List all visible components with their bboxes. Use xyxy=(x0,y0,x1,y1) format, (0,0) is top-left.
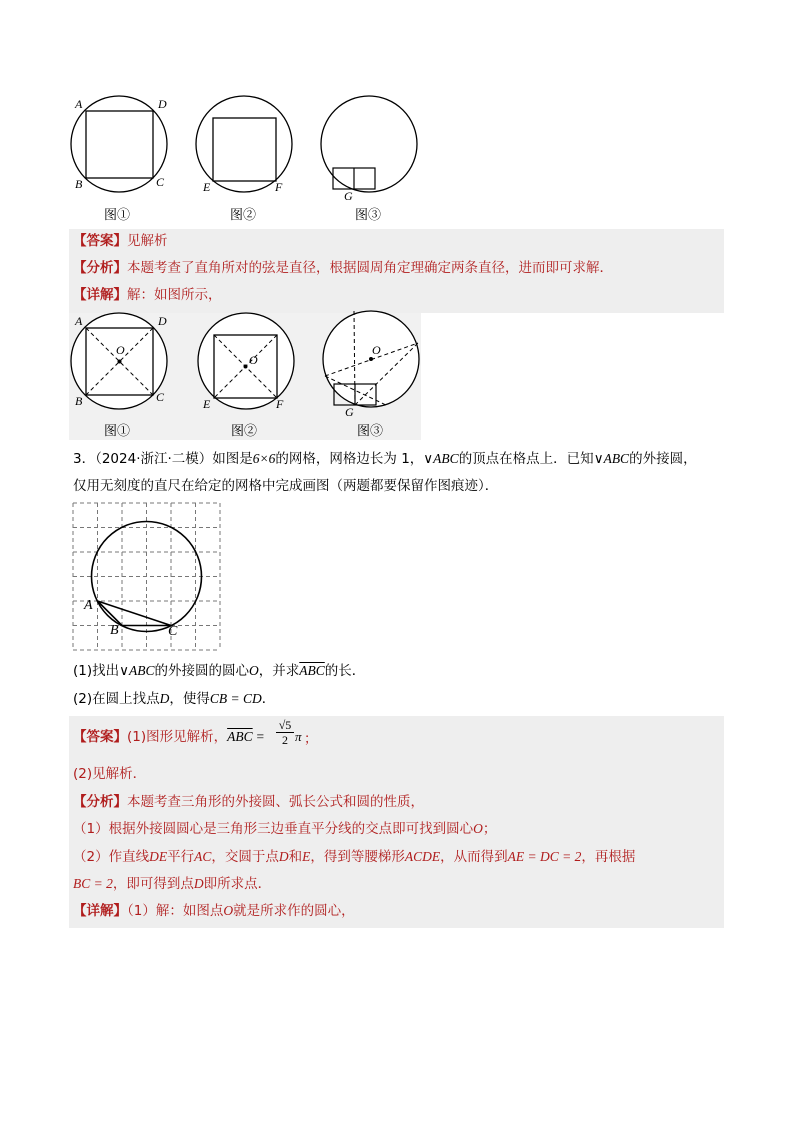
q3p2-eq: CB = CD xyxy=(209,691,262,706)
a22-AC: AC xyxy=(194,849,212,864)
q3-grid-size: 6×6 xyxy=(252,451,276,466)
answer2-tag: 【答案】 xyxy=(73,729,127,745)
answer2-numerator: √5 xyxy=(276,718,294,733)
a22-g: ，再根据 xyxy=(581,849,636,865)
analysis2-tag: 【分析】 xyxy=(73,794,127,810)
q3p2-b: ，使得 xyxy=(169,691,210,707)
question3-part2 xyxy=(73,689,275,709)
sol-label-O2: O xyxy=(249,353,258,367)
caption-fig2: 图② xyxy=(230,208,257,223)
question3-part1 xyxy=(73,661,365,681)
q3-triangle: ∨ABC xyxy=(423,451,459,466)
answer2-p2: (2)见解析． xyxy=(73,766,147,782)
q3-triangle-2: ∨ABC xyxy=(593,451,630,466)
answer2-line-2 xyxy=(73,764,146,784)
a23-D: D xyxy=(193,876,204,891)
sol-label-G: G xyxy=(345,405,354,419)
a21-O: O xyxy=(473,821,483,836)
a22-c: ，交圆于点 xyxy=(211,849,279,865)
q3p1-a: (1)找出 xyxy=(73,663,120,679)
detail2-O: O xyxy=(223,903,234,918)
a21-a: （1）根据外接圆圆心是三角形三边垂直平分线的交点即可找到圆心 xyxy=(73,821,474,837)
a22-eq: AE = DC = 2 xyxy=(507,849,582,864)
q3p1-d: 的长． xyxy=(324,663,366,679)
answer2-pi: π xyxy=(295,729,302,744)
q3p2-c: ． xyxy=(261,691,276,707)
label-G: G xyxy=(344,189,353,203)
detail2-a: （1）解：如图点 xyxy=(127,903,224,919)
detail2-tag: 【详解】 xyxy=(73,903,127,919)
q3p2-D: D xyxy=(159,691,170,706)
a23-a: ，即可得到点 xyxy=(112,876,194,892)
detail2-line xyxy=(73,901,355,921)
question3-line2: 仅用无刻度的直尺在给定的网格中完成画图（两题都要保留作图痕迹）． xyxy=(73,478,499,494)
a23-b: 即所求点． xyxy=(203,876,272,892)
a22-f: ，从而得到 xyxy=(440,849,508,865)
q3p1-arc: $\overline{ABC}$ xyxy=(299,663,325,678)
sol-label-C: C xyxy=(156,390,165,404)
a22-d: 和 xyxy=(288,849,303,865)
analysis-tag: 【分析】 xyxy=(73,260,127,276)
answer-text: 见解析 xyxy=(127,233,168,249)
label-B: B xyxy=(75,177,83,191)
q3-text-c: 的顶点在格点上．已知 xyxy=(458,451,594,467)
a22-a: （2）作直线 xyxy=(73,849,150,865)
a22-ACDE: ACDE xyxy=(404,849,441,864)
answer2-semicolon: ； xyxy=(304,731,318,747)
label-C: C xyxy=(156,175,165,189)
a22-b: 平行 xyxy=(167,849,195,865)
answer2-p1: (1)图形见解析， xyxy=(127,729,228,745)
caption-fig3: 图③ xyxy=(355,208,382,223)
grid-label-B: B xyxy=(110,623,119,638)
q3p1-c: ，并求 xyxy=(258,663,300,679)
q3-text-d: 的外接圆， xyxy=(629,451,697,467)
a22-e: ，得到等腰梯形 xyxy=(310,849,405,865)
label-A: A xyxy=(75,97,83,111)
sol-label-E: E xyxy=(203,397,211,411)
answer2-fraction xyxy=(276,718,294,747)
a22-DE: DE xyxy=(149,849,168,864)
a21-b: ； xyxy=(482,821,497,837)
analysis2-item-1 xyxy=(73,819,496,839)
sol-label-A: A xyxy=(75,314,83,328)
sol-caption-fig1: 图① xyxy=(104,424,131,439)
sol-label-D: D xyxy=(158,314,167,328)
detail2-b: 就是所求作的圆心， xyxy=(233,903,355,919)
answer2-denominator: 2 xyxy=(282,733,288,747)
answer2-eq: = xyxy=(255,729,265,744)
analysis2-line xyxy=(73,792,424,812)
sol-label-B: B xyxy=(75,394,83,408)
a23-eq: BC = 2 xyxy=(73,876,113,891)
answer2-arc: $\overline{ABC}$ xyxy=(227,729,253,744)
q3p2-a: (2)在圆上找点 xyxy=(73,691,160,707)
sol-label-O3: O xyxy=(372,343,381,357)
q3p1-b: 的外接圆的圆心 xyxy=(154,663,250,679)
detail-tag: 【详解】 xyxy=(73,287,127,303)
analysis2-item-3 xyxy=(73,874,271,894)
a22-E: E xyxy=(302,849,311,864)
sol-caption-fig2: 图② xyxy=(231,424,258,439)
answer2-line-1 xyxy=(73,727,268,747)
caption-fig1: 图① xyxy=(104,208,131,223)
label-F: F xyxy=(275,180,283,194)
q3p1-O: O xyxy=(249,663,259,678)
q3-text-a: 3．（2024·浙江·二模）如图是 xyxy=(73,451,253,467)
analysis2-text: 本题考查三角形的外接圆、弧长公式和圆的性质， xyxy=(127,794,424,810)
answer-tag: 【答案】 xyxy=(73,233,127,249)
a22-D: D xyxy=(278,849,289,864)
detail-text: 解：如图所示， xyxy=(127,287,222,303)
q3p1-triangle: ∨ABC xyxy=(119,663,155,678)
q3-text-b: 的网格，网格边长为 1， xyxy=(275,451,424,467)
sol-label-O1: O xyxy=(116,343,125,357)
grid-label-C: C xyxy=(168,624,178,639)
analysis2-item-2 xyxy=(73,847,635,867)
sol-label-F: F xyxy=(276,397,284,411)
sol-caption-fig3: 图③ xyxy=(357,424,384,439)
analysis-text: 本题考查了直角所对的弦是直径，根据圆周角定理确定两条直径，进而即可求解． xyxy=(127,260,613,276)
label-E: E xyxy=(203,180,211,194)
grid-label-A: A xyxy=(84,598,93,613)
label-D: D xyxy=(158,97,167,111)
